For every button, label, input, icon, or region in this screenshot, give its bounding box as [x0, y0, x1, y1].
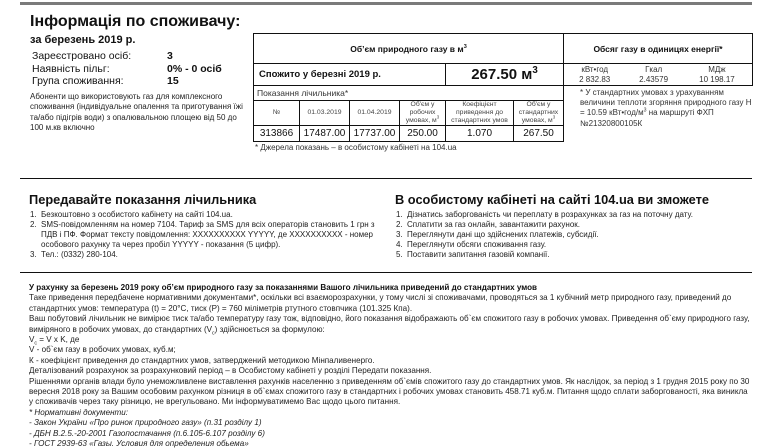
- energy-gcal: Гкал 2.43579: [625, 64, 682, 86]
- section-divider: [20, 178, 752, 179]
- energy-kwh: кВт•год 2 832.83: [564, 64, 626, 86]
- list-item: 3. Тел.: (0332) 280-104.: [30, 250, 118, 259]
- consumer-title: Інформація по споживачу:: [30, 13, 241, 30]
- list-item: 4. Переглянути обсяги споживання газу.: [396, 240, 547, 249]
- consumed-value: 267.50 $м^3$: [446, 64, 564, 86]
- readings-label: Показання лічильника*: [254, 86, 564, 101]
- cabinet-title: В особистому кабінеті на сайті 104.ua ви зможете: [395, 192, 709, 207]
- fact-group: [32, 75, 245, 88]
- energy-mj: МДж 10 198.17: [682, 64, 753, 86]
- table-row: [254, 126, 564, 142]
- fact-benefits: [32, 63, 245, 76]
- coefficient: 1.070: [446, 126, 514, 142]
- reading-end: 17737.00: [350, 126, 400, 142]
- submit-readings-section: [29, 192, 379, 260]
- explanation-p2: Ваш побутовий лічильник не вимірює тиск та/або температуру газу тож, відповідно, його показання відображають об`єм спожитого газу в робочих умовах. Приведення об`єму природного газу, виміряного в робочих умовах, до стандартних $(V_c)$ здійснюється за формулою:: [29, 314, 750, 337]
- list-item: 1. Дізнатись заборгованість чи переплату в розрахунках за газ на поточну дату.: [396, 210, 693, 219]
- doc-item: - ГОСТ 2939-63 «Газы. Условия для определения обьема»: [29, 439, 249, 448]
- explanation-p1: Таке приведення передбачене нормативними документами*, оскільки всі взаєморозрахунки, у тому числі зі споживачами, проводяться за 1 кубічний метр природного газу, приведений до стандартних умов: температура (t) = 20°C, тиск (P) = 760 міліметрів ртутного стовпчика (101.325 Кпа).: [29, 293, 732, 313]
- column-header: Об'єм у стандартних умовах, $м^3$: [514, 101, 564, 126]
- volume-table-header: Об’єм природного газу в $м^3$: [254, 34, 564, 64]
- fact-value: 3: [167, 50, 173, 62]
- formula: $V_c = V$ x K, де: [29, 335, 80, 347]
- column-header: 01.04.2019: [350, 101, 400, 126]
- consumer-note: Абоненти що використовують газ для комплексного споживання (індивідуальне опалення та приготування їжі та/або підігрів води) з опалювальною площею від 50 до 100 м.кв включно: [30, 91, 243, 133]
- consumer-facts: [32, 50, 245, 88]
- list-item: 2. SMS-повідомленням на номер 7104. Тариф за SMS для всіх операторів становить 1 грн з ПДВ і ПФ. Формат тексту повідомлення: XXXXXXXXXX YYYYY, де XXXXXXXXXX - номер особового рахунку та через пробіл YYYYY - показання (5 цифр).: [30, 220, 375, 249]
- energy-table: [563, 33, 753, 86]
- fact-label: Наявність пільг:: [32, 62, 110, 75]
- explanation-p3: Рішеннями органів влади було унеможливлене виставлення рахунків населенню з приведенням об`ємів спожитого газу до стандартних умов. Як наслідок, за період з 1 грудня 2015 року по 30 вересня 2018 року за Вашим особовим рахунком різниця в об`ємах спожитого газу в стандартних і робочих умовах становить 458.71 куб.м. Питання щодо сплати заборгованості, яка виникла у споживачів через таку різницю, не врегульовано. Ми інформуватимемо Вас щодо цього питання.: [29, 376, 750, 407]
- doc-item: - Закон України «Про ринок природного газу» (п.31 розділу 1): [29, 418, 262, 428]
- detail-note: Деталізований розрахунок за розрахунковий період – в Особистому кабінеті у розділі Передати показання.: [29, 366, 432, 376]
- list-item: 3. Переглянути дані що здійснених платежів, субсидії.: [396, 230, 599, 239]
- definition-v: V - об`єм газу в робочих умовах, куб.м;: [29, 345, 176, 355]
- consumer-info: [30, 12, 245, 134]
- energy-table-header: Обсяг газу в одиницях енергії*: [564, 34, 753, 64]
- explanation-title: У рахунку за березень 2019 року об’єм природного газу за показаннями Вашого лічильника приведений до стандартних умов: [29, 283, 538, 292]
- billing-period: за березень 2019 р.: [30, 34, 136, 46]
- readings-source-note: * Джерела показань – в особистому кабінеті на 104.ua: [255, 143, 457, 152]
- list-item: 5. Поставити запитання газовій компанії.: [396, 250, 550, 259]
- energy-note: * У стандартних умовах з урахуванням величини теплоти згоряння природного газу H = 10.59 $кВт•год/м^3$ на маршруті ФХП №21320800105К: [580, 88, 752, 128]
- top-bar: [20, 2, 752, 5]
- volume-standard: 267.50: [514, 126, 564, 142]
- doc-item: - ДБН В.2.5.-20-2001 Газопостачання (п.6.105-6.107 розділу 6): [29, 428, 265, 438]
- fact-value: 15: [167, 75, 179, 87]
- cabinet-list: [395, 210, 753, 260]
- meter-number: 313866: [254, 126, 300, 142]
- column-header: 01.03.2019: [300, 101, 350, 126]
- submit-readings-title: Передавайте показання лічильника: [29, 192, 257, 207]
- section-divider: [20, 272, 752, 273]
- column-header: Об'єм у робочих умовах, $м^3$: [400, 101, 446, 126]
- column-header: №: [254, 101, 300, 126]
- readings-header-row: [254, 101, 564, 126]
- volume-working: 250.00: [400, 126, 446, 142]
- list-item: 1. Безкоштовно з особистого кабінету на сайті 104.ua.: [30, 210, 233, 219]
- list-item: 2. Сплатити за газ онлайн, завантажити рахунок.: [396, 220, 581, 229]
- fact-label: Зареєстровано осіб:: [32, 50, 132, 62]
- docs-title: * Нормативні документи:: [29, 407, 129, 417]
- reading-start: 17487.00: [300, 126, 350, 142]
- cabinet-section: [395, 192, 753, 260]
- explanation-section: [29, 283, 753, 448]
- energy-units-row: [564, 64, 753, 86]
- gas-volume-table: [253, 33, 564, 142]
- fact-label: Група споживання:: [32, 75, 124, 87]
- fact-value: 0% - 0 осіб: [167, 62, 222, 75]
- definition-k: К - коефіцієнт приведення до стандартних умов, затверджений методикою Мінпаливенерго.: [29, 355, 375, 365]
- consumed-label: Спожито у березні 2019 р.: [254, 64, 446, 86]
- column-header: Коефіцієнт приведення до стандартних умов: [446, 101, 514, 126]
- fact-registered: [32, 50, 245, 63]
- submit-readings-list: [29, 210, 379, 260]
